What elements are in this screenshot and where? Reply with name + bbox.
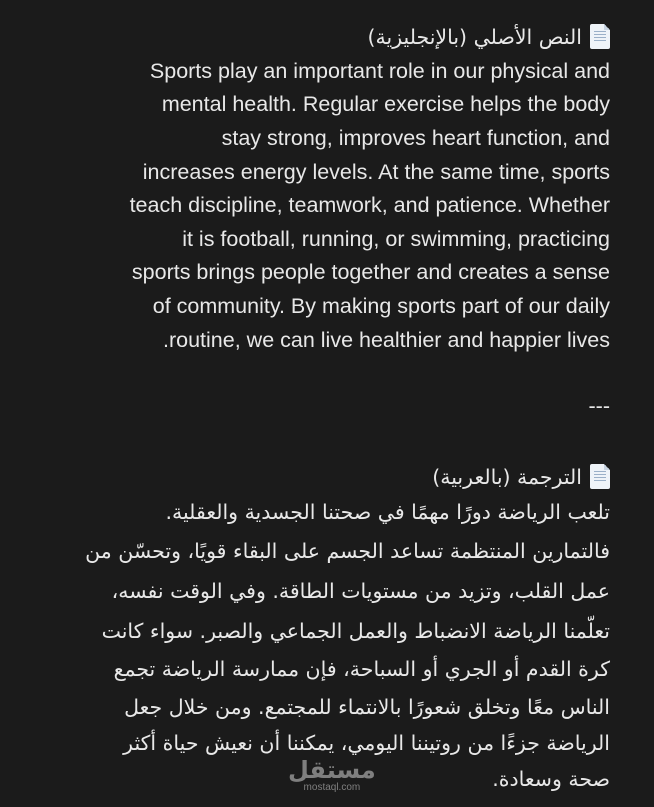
original-line: increases energy levels. At the same time, sports bbox=[142, 160, 610, 184]
watermark-url: mostaql.com bbox=[303, 782, 361, 793]
original-line: routine, we can live healthier and happier lives. bbox=[163, 328, 610, 352]
original-line: it is football, running, or swimming, practicing bbox=[182, 227, 610, 251]
original-line: of community. By making sports part of our daily bbox=[152, 294, 610, 318]
watermark-logo: مستقل bbox=[288, 756, 376, 784]
translation-line: الناس معًا وتخلق شعورًا بالانتماء للمجتمع. ومن خلال جعل bbox=[124, 695, 610, 719]
translation-line: الرياضة جزءًا من روتيننا اليومي، يمكننا أن نعيش حياة أكثر bbox=[123, 731, 610, 755]
original-line: mental health. Regular exercise helps the body bbox=[161, 92, 610, 116]
original-heading bbox=[368, 24, 611, 49]
original-line: Sports play an important role in our physical and bbox=[149, 59, 610, 83]
translation-heading bbox=[432, 464, 610, 489]
translation-line: صحة وسعادة. bbox=[492, 767, 610, 791]
translation-heading-text: الترجمة (بالعربية) bbox=[432, 464, 582, 489]
translation-line: فالتمارين المنتظمة تساعد الجسم على البقاء قويًا، وتحسّن من bbox=[85, 539, 610, 563]
document-icon bbox=[590, 464, 610, 489]
translation-line: تعلّمنا الرياضة الانضباط والعمل الجماعي والصبر. سواء كانت bbox=[101, 619, 610, 643]
mostaql-watermark bbox=[288, 758, 376, 793]
translation-line: كرة القدم أو الجري أو السباحة، فإن ممارسة الرياضة تجمع bbox=[113, 657, 610, 681]
original-line: sports brings people together and creates a sense bbox=[131, 260, 610, 284]
translation-line: عمل القلب، وتزيد من مستويات الطاقة. وفي الوقت نفسه، bbox=[111, 579, 610, 603]
original-line: teach discipline, teamwork, and patience. Whether bbox=[129, 193, 610, 217]
original-line: stay strong, improves heart function, and bbox=[221, 126, 610, 150]
separator: --- bbox=[588, 394, 610, 418]
document-icon bbox=[590, 24, 610, 49]
translation-line: تلعب الرياضة دورًا مهمًا في صحتنا الجسدية والعقلية. bbox=[165, 500, 610, 524]
original-heading-text: النص الأصلي (بالإنجليزية) bbox=[367, 24, 582, 49]
